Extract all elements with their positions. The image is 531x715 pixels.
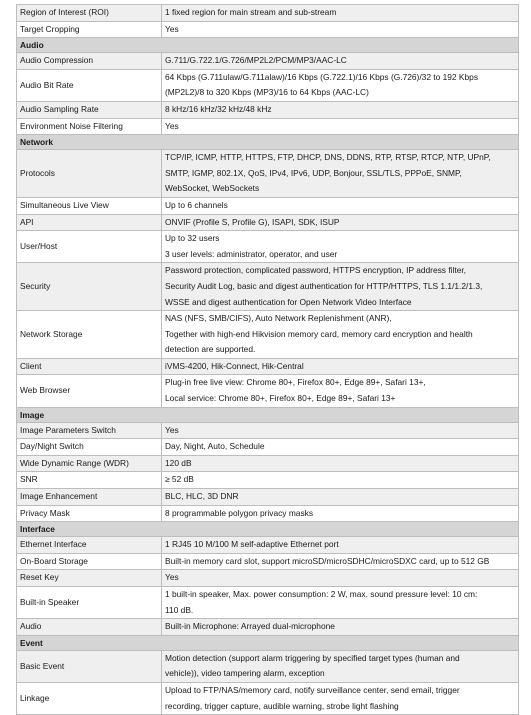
spec-label: Region of Interest (ROI) — [17, 5, 162, 22]
spec-value — [162, 263, 519, 311]
spec-value — [162, 21, 519, 38]
spec-label: Wide Dynamic Range (WDR) — [17, 455, 162, 472]
spec-value-line: Up to 32 users — [165, 233, 220, 244]
section-title: Event — [17, 635, 519, 650]
spec-row — [17, 214, 519, 231]
spec-label: Protocols — [17, 150, 162, 198]
spec-value-line: Password protection, complicated password, HTTPS encryption, IP address filter, — [165, 265, 467, 276]
spec-value-line: 3 user levels: administrator, operator, and user — [165, 248, 338, 259]
spec-value-line: vehicle)), video tampering alarm, exception — [165, 668, 325, 679]
spec-row — [17, 263, 519, 311]
spec-row — [17, 150, 519, 198]
spec-label: Audio — [17, 619, 162, 636]
section-header — [17, 135, 519, 150]
section-header — [17, 407, 519, 422]
spec-label: Audio Bit Rate — [17, 69, 162, 101]
spec-value-line: G.711/G.722.1/G.726/MP2L2/PCM/MP3/AAC-LC — [165, 55, 347, 66]
spec-value-line: Day, Night, Auto, Schedule — [165, 441, 265, 452]
spec-row — [17, 101, 519, 118]
spec-label: Image Parameters Switch — [17, 422, 162, 439]
spec-value — [162, 682, 519, 714]
spec-value — [162, 472, 519, 489]
spec-row — [17, 5, 519, 22]
spec-value-line: Yes — [165, 23, 179, 34]
spec-value-line: 8 programmable polygon privacy masks — [165, 507, 314, 518]
spec-value-line: 120 dB — [165, 457, 192, 468]
spec-row — [17, 375, 519, 407]
spec-value-line: BLC, HLC, 3D DNR — [165, 491, 239, 502]
spec-value — [162, 358, 519, 375]
section-header — [17, 635, 519, 650]
section-title: Interface — [17, 522, 519, 537]
spec-value-line: 64 Kbps (G.711ulaw/G.711alaw)/16 Kbps (G.722.1)/16 Kbps (G.726)/32 to 192 Kbps — [165, 71, 479, 82]
spec-value-line: Yes — [165, 120, 179, 131]
spec-value — [162, 505, 519, 522]
spec-value — [162, 69, 519, 101]
spec-label: Privacy Mask — [17, 505, 162, 522]
spec-value-line: (MP2L2)/8 to 320 Kbps (MP3)/16 to 64 Kbps (AAC-LC) — [165, 87, 369, 98]
spec-value-line: ONVIF (Profile S, Profile G), ISAPI, SDK, ISUP — [165, 216, 340, 227]
spec-label: Target Cropping — [17, 21, 162, 38]
spec-row — [17, 619, 519, 636]
spec-value-line: SMTP, IGMP, 802.1X, QoS, IPv4, IPv6, UDP, Bonjour, SSL/TLS, PPPoE, SNMP, — [165, 167, 462, 178]
spec-value-line: 1 built-in speaker, Max. power consumption: 2 W, max. sound pressure level: 10 cm: — [165, 589, 478, 599]
spec-value-line: Upload to FTP/NAS/memory card, notify surveillance center, send email, trigger — [165, 684, 460, 695]
spec-value — [162, 455, 519, 472]
spec-value-line: ≥ 52 dB — [165, 474, 194, 485]
spec-value-line: WebSocket, WebSockets — [165, 183, 260, 194]
spec-label: Ethernet Interface — [17, 537, 162, 554]
spec-value-line: Together with high-end Hikvision memory card, memory card encryption and health — [165, 328, 473, 339]
spec-row — [17, 570, 519, 587]
spec-value-line: Yes — [165, 572, 179, 583]
spec-value-line: iVMS-4200, Hik-Connect, Hik-Central — [165, 360, 304, 371]
spec-value — [162, 118, 519, 135]
spec-value-line: Local service: Chrome 80+, Firefox 80+, Edge 89+, Safari 13+ — [165, 393, 396, 404]
spec-row — [17, 21, 519, 38]
spec-row — [17, 197, 519, 214]
spec-row — [17, 231, 519, 263]
spec-value-line: WSSE and digest authentication for Open Network Video Interface — [165, 296, 412, 307]
spec-value-line: Motion detection (support alarm triggering by specified target types (human and — [165, 652, 460, 663]
spec-value — [162, 214, 519, 231]
spec-row — [17, 118, 519, 135]
spec-value — [162, 650, 519, 682]
spec-value — [162, 197, 519, 214]
specification-table-body — [17, 5, 519, 715]
spec-value — [162, 311, 519, 359]
section-header — [17, 522, 519, 537]
spec-label: On-Board Storage — [17, 553, 162, 570]
spec-value-line: 8 kHz/16 kHz/32 kHz/48 kHz — [165, 103, 272, 114]
spec-label: Image Enhancement — [17, 489, 162, 506]
spec-row — [17, 53, 519, 70]
spec-label: Web Browser — [17, 375, 162, 407]
spec-value-line: 1 RJ45 10 M/100 M self-adaptive Ethernet port — [165, 539, 339, 550]
section-title: Image — [17, 407, 519, 422]
spec-row — [17, 489, 519, 506]
spec-value — [162, 231, 519, 263]
section-title: Audio — [17, 38, 519, 53]
spec-label: Linkage — [17, 682, 162, 714]
spec-value-line: Plug-in free live view: Chrome 80+, Firefox 80+, Edge 89+, Safari 13+, — [165, 377, 426, 388]
spec-value-line: detection are supported. — [165, 344, 256, 355]
spec-row — [17, 439, 519, 456]
section-title: Network — [17, 135, 519, 150]
spec-row — [17, 553, 519, 570]
section-header — [17, 38, 519, 53]
spec-row — [17, 682, 519, 714]
spec-row — [17, 505, 519, 522]
spec-label: Reset Key — [17, 570, 162, 587]
spec-value — [162, 101, 519, 118]
specification-table — [16, 4, 519, 715]
spec-label: Simultaneous Live View — [17, 197, 162, 214]
spec-row — [17, 69, 519, 101]
spec-label: Audio Compression — [17, 53, 162, 70]
spec-value-line: NAS (NFS, SMB/CIFS), Auto Network Replenishment (ANR), — [165, 313, 392, 324]
spec-value — [162, 150, 519, 198]
spec-row — [17, 455, 519, 472]
spec-label: Network Storage — [17, 311, 162, 359]
spec-value — [162, 422, 519, 439]
spec-label: Basic Event — [17, 650, 162, 682]
spec-value-line: Security Audit Log, basic and digest authentication for HTTP/HTTPS, TLS 1.1/1.2/1.3, — [165, 280, 483, 291]
spec-row — [17, 472, 519, 489]
spec-label: Day/Night Switch — [17, 439, 162, 456]
spec-value — [162, 439, 519, 456]
spec-value — [162, 619, 519, 636]
spec-row — [17, 587, 519, 619]
spec-value-line: TCP/IP, ICMP, HTTP, HTTPS, FTP, DHCP, DNS, DDNS, RTP, RTSP, RTCP, NTP, UPnP, — [165, 152, 491, 163]
spec-label: Audio Sampling Rate — [17, 101, 162, 118]
spec-value — [162, 553, 519, 570]
spec-label: Built-in Speaker — [17, 587, 162, 619]
spec-label: API — [17, 214, 162, 231]
spec-value — [162, 53, 519, 70]
spec-value-line: Up to 6 channels — [165, 199, 228, 210]
spec-value-line: 110 dB. — [165, 604, 194, 615]
spec-label: Client — [17, 358, 162, 375]
spec-value — [162, 537, 519, 554]
spec-value-line: Built-in Microphone: Arrayed dual-microphone — [165, 621, 335, 632]
spec-value-line: 1 fixed region for main stream and sub-stream — [165, 7, 337, 17]
spec-value — [162, 489, 519, 506]
spec-row — [17, 422, 519, 439]
spec-row — [17, 537, 519, 554]
spec-value-line: Built-in memory card slot, support microSD/microSDHC/microSDXC card, up to 512 GB — [165, 555, 490, 566]
spec-value — [162, 375, 519, 407]
spec-value — [162, 587, 519, 619]
spec-label: Environment Noise Filtering — [17, 118, 162, 135]
spec-value — [162, 5, 519, 22]
spec-label: User/Host — [17, 231, 162, 263]
spec-row — [17, 650, 519, 682]
spec-row — [17, 311, 519, 359]
spec-label: SNR — [17, 472, 162, 489]
spec-value-line: Yes — [165, 424, 179, 435]
spec-value — [162, 570, 519, 587]
spec-row — [17, 358, 519, 375]
spec-label: Security — [17, 263, 162, 311]
spec-value-line: recording, trigger capture, audible warning, strobe light flashing — [165, 700, 399, 711]
